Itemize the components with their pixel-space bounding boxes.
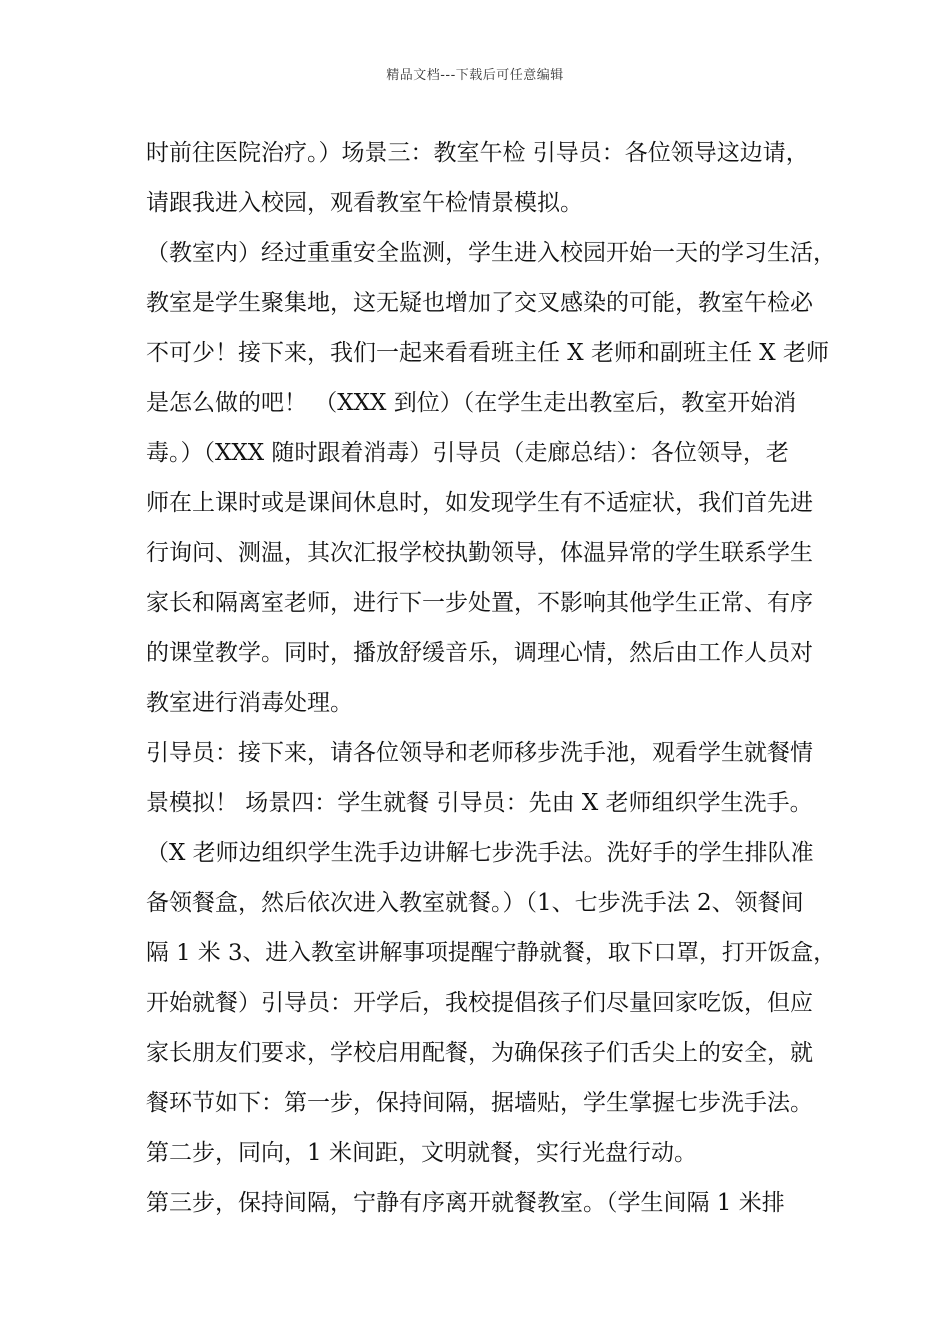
text-line-16: 备领餐盒，然后依次进入教室就餐。）（1、七步洗手法 2、领餐间 xyxy=(146,890,804,916)
text-line-19: 家长朋友们要求，学校启用配餐，为确保孩子们舌尖上的安全，就 xyxy=(146,1040,813,1066)
text-line-4: 教室是学生聚集地，这无疑也增加了交叉感染的可能，教室午检必 xyxy=(146,290,813,316)
text-line-11: 的课堂教学。同时，播放舒缓音乐，调理心情，然后由工作人员对 xyxy=(146,640,813,666)
text-line-7: 毒。）（XXX 随时跟着消毒）引导员（走廊总结）：各位领导，老 xyxy=(146,440,789,466)
text-line-14: 景模拟！ 场景四：学生就餐 引导员：先由 X 老师组织学生洗手。 xyxy=(146,790,813,816)
text-line-18: 开始就餐）引导员：开学后，我校提倡孩子们尽量回家吃饭，但应 xyxy=(146,990,813,1016)
page-header: 精品文档---下载后可任意编辑 xyxy=(386,68,564,83)
text-line-15: （X 老师边组织学生洗手边讲解七步洗手法。洗好手的学生排队准 xyxy=(146,840,814,866)
text-line-6: 是怎么做的吧！ （XXX 到位）（在学生走出教室后，教室开始消 xyxy=(146,390,797,416)
text-line-2: 请跟我进入校园，观看教室午检情景模拟。 xyxy=(146,190,583,216)
text-line-9: 行询问、测温，其次汇报学校执勤领导，体温异常的学生联系学生 xyxy=(146,540,813,566)
document-body xyxy=(146,128,836,1228)
text-line-13: 引导员：接下来，请各位领导和老师移步洗手池，观看学生就餐情 xyxy=(146,740,813,766)
text-line-21: 第二步，同向，1 米间距，文明就餐，实行光盘行动。 xyxy=(146,1140,697,1166)
text-line-1: 时前往医院治疗。）场景三：教室午检 引导员：各位领导这边请， xyxy=(146,140,809,166)
text-line-3: （教室内）经过重重安全监测，学生进入校园开始一天的学习生活， xyxy=(146,240,836,266)
text-line-22: 第三步，保持间隔，宁静有序离开就餐教室。（学生间隔 1 米排 xyxy=(146,1190,785,1216)
text-line-17: 隔 1 米 3、进入教室讲解事项提醒宁静就餐，取下口罩，打开饭盒， xyxy=(146,940,837,966)
text-line-12: 教室进行消毒处理。 xyxy=(146,690,353,716)
text-line-5: 不可少！接下来，我们一起来看看班主任 X 老师和副班主任 X 老师 xyxy=(146,340,829,366)
text-line-10: 家长和隔离室老师，进行下一步处置，不影响其他学生正常、有序 xyxy=(146,590,813,616)
text-line-20: 餐环节如下：第一步，保持间隔，据墙贴，学生掌握七步洗手法。 xyxy=(146,1090,813,1116)
text-line-8: 师在上课时或是课间休息时，如发现学生有不适症状，我们首先进 xyxy=(146,490,813,516)
